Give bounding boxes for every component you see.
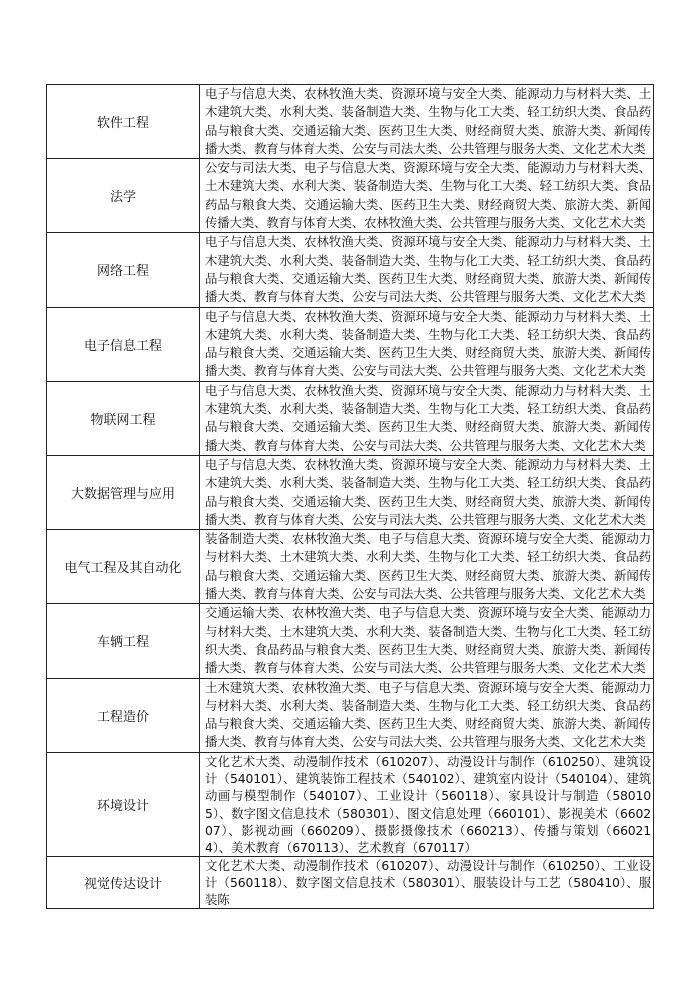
table-row: [47, 85, 654, 159]
categories-cell: 电子与信息大类、农林牧渔大类、资源环境与安全大类、能源动力与材料大类、土木建筑大类、水利大类、装备制造大类、生物与化工大类、轻工纺织大类、食品药品与粮食大类、交通运输大类、医药卫生大类、财经商贸大类、旅游大类、新闻传播大类、教育与体育大类、公安与司法大类、公共管理与服务大类、文化艺术大类: [200, 455, 654, 529]
categories-cell: 电子与信息大类、农林牧渔大类、资源环境与安全大类、能源动力与材料大类、土木建筑大类、水利大类、装备制造大类、生物与化工大类、轻工纺织大类、食品药品与粮食大类、交通运输大类、医药卫生大类、财经商贸大类、旅游大类、新闻传播大类、教育与体育大类、公安与司法大类、公共管理与服务大类、文化艺术大类: [200, 381, 654, 455]
categories-cell: 土木建筑大类、农林牧渔大类、电子与信息大类、资源环境与安全大类、能源动力与材料大类、水利大类、装备制造大类、生物与化工大类、轻工纺织大类、食品药品与粮食大类、交通运输大类、医药卫生大类、财经商贸大类、旅游大类、新闻传播大类、教育与体育大类、公安与司法大类、公共管理与服务大类、文化艺术大类: [200, 678, 654, 752]
categories-cell: 电子与信息大类、农林牧渔大类、资源环境与安全大类、能源动力与材料大类、土木建筑大类、水利大类、装备制造大类、生物与化工大类、轻工纺织大类、食品药品与粮食大类、交通运输大类、医药卫生大类、财经商贸大类、旅游大类、新闻传播大类、教育与体育大类、公安与司法大类、公共管理与服务大类、文化艺术大类: [200, 233, 654, 307]
table-row: [47, 159, 654, 233]
major-cell: 环境设计: [47, 752, 200, 857]
table-row: [47, 604, 654, 678]
categories-cell: 交通运输大类、农林牧渔大类、电子与信息大类、资源环境与安全大类、能源动力与材料大类、土木建筑大类、水利大类、装备制造大类、生物与化工大类、轻工纺织大类、食品药品与粮食大类、医药卫生大类、财经商贸大类、旅游大类、新闻传播大类、教育与体育大类、公安与司法大类、公共管理与服务大类、文化艺术大类: [200, 604, 654, 678]
categories-cell: 电子与信息大类、农林牧渔大类、资源环境与安全大类、能源动力与材料大类、土木建筑大类、水利大类、装备制造大类、生物与化工大类、轻工纺织大类、食品药品与粮食大类、交通运输大类、医药卫生大类、财经商贸大类、旅游大类、新闻传播大类、教育与体育大类、公安与司法大类、公共管理与服务大类、文化艺术大类: [200, 307, 654, 381]
major-cell: 大数据管理与应用: [47, 455, 200, 529]
categories-cell: 电子与信息大类、农林牧渔大类、资源环境与安全大类、能源动力与材料大类、土木建筑大类、水利大类、装备制造大类、生物与化工大类、轻工纺织大类、食品药品与粮食大类、交通运输大类、医药卫生大类、财经商贸大类、旅游大类、新闻传播大类、教育与体育大类、公安与司法大类、公共管理与服务大类、文化艺术大类: [200, 85, 654, 159]
table-row: [47, 857, 654, 909]
categories-cell: 文化艺术大类、动漫制作技术（610207）、动漫设计与制作（610250）、建筑设计（540101）、建筑装饰工程技术（540102）、建筑室内设计（540104）、建筑动画与模型制作（540107）、工业设计（560118）、家具设计与制造（580105）、数字图文信息技术（580301）、图文信息处理（660101）、影视美术（660207）、影视动画（660209）、摄影摄像技术（660213）、传播与策划（660214）、美术教育（670113）、艺术教育（670117）: [200, 752, 654, 857]
table-row: [47, 678, 654, 752]
categories-cell: 公安与司法大类、电子与信息大类、资源环境与安全大类、能源动力与材料大类、土木建筑大类、水利大类、装备制造大类、生物与化工大类、轻工纺织大类、食品药品与粮食大类、交通运输大类、医药卫生大类、财经商贸大类、旅游大类、新闻传播大类、教育与体育大类、农林牧渔大类、公共管理与服务大类、文化艺术大类: [200, 159, 654, 233]
major-cell: 工程造价: [47, 678, 200, 752]
table-row: [47, 455, 654, 529]
major-category-table: [46, 84, 654, 909]
major-cell: 法学: [47, 159, 200, 233]
major-cell: 软件工程: [47, 85, 200, 159]
categories-cell: 装备制造大类、农林牧渔大类、电子与信息大类、资源环境与安全大类、能源动力与材料大类、土木建筑大类、水利大类、生物与化工大类、轻工纺织大类、食品药品与粮食大类、交通运输大类、医药卫生大类、财经商贸大类、旅游大类、新闻传播大类、教育与体育大类、公安与司法大类、公共管理与服务大类、文化艺术大类: [200, 530, 654, 604]
table-row: [47, 381, 654, 455]
major-cell: 电气工程及其自动化: [47, 530, 200, 604]
major-cell: 网络工程: [47, 233, 200, 307]
major-cell: 车辆工程: [47, 604, 200, 678]
major-cell: 视觉传达设计: [47, 857, 200, 909]
table-row: [47, 752, 654, 857]
major-cell: 物联网工程: [47, 381, 200, 455]
table-row: [47, 307, 654, 381]
table-row: [47, 530, 654, 604]
categories-cell: 文化艺术大类、动漫制作技术（610207）、动漫设计与制作（610250）、工业设计（560118）、数字图文信息技术（580301）、服装设计与工艺（580410）、服装陈: [200, 857, 654, 909]
table-row: [47, 233, 654, 307]
major-cell: 电子信息工程: [47, 307, 200, 381]
